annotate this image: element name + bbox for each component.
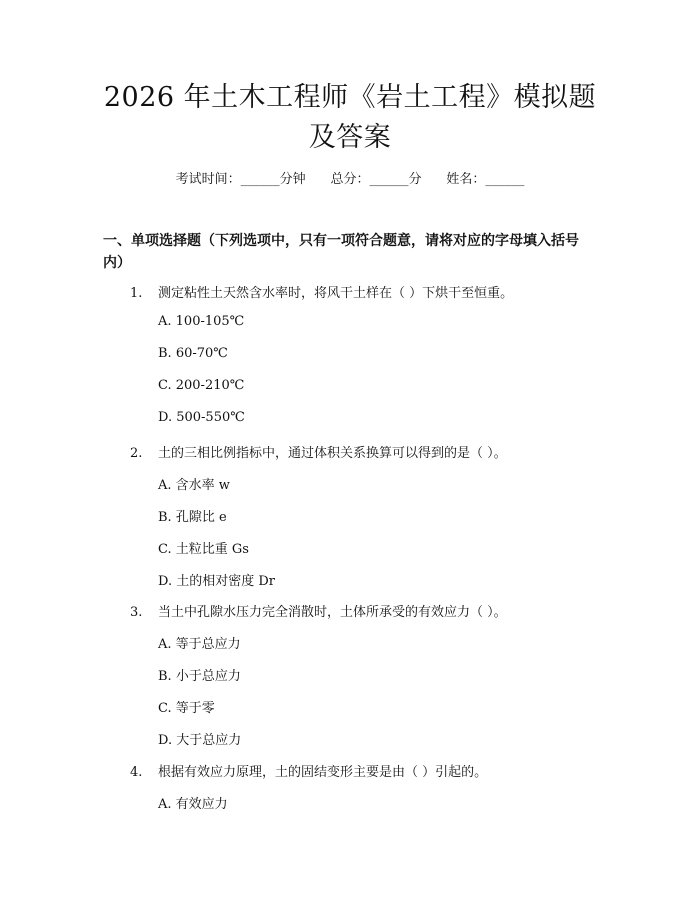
option-3c: C. 等于零: [158, 701, 215, 716]
option-4a: A. 有效应力: [158, 797, 228, 812]
question-text: 当土中孔隙水压力完全消散时，土体所承受的有效应力（ ）。: [158, 605, 507, 620]
name-label: 姓名：: [446, 172, 486, 187]
question-text: 根据有效应力原理，土的固结变形主要是由（ ）引起的。: [158, 765, 488, 780]
exam-info-line: [0, 168, 700, 187]
time-unit: 分钟: [279, 172, 306, 187]
question-number: 3.: [130, 605, 143, 620]
score-label: 总分：: [330, 172, 370, 187]
option-1b: B. 60-70℃: [158, 346, 228, 361]
score-blank: ______: [369, 172, 409, 187]
option-1d: D. 500-550℃: [158, 410, 245, 425]
question-number: 4.: [130, 765, 143, 780]
option-3a: A. 等于总应力: [158, 637, 241, 652]
question-1: [130, 282, 513, 301]
section-heading: 一、单项选择题（下列选项中，只有一项符合题意，请将对应的字母填入括号内）: [103, 233, 579, 271]
question-number: 2.: [130, 446, 143, 461]
option-2d: D. 土的相对密度 Dr: [158, 574, 275, 589]
option-2c: C. 土粒比重 Gs: [158, 542, 249, 557]
question-text: 土的三相比例指标中，通过体积关系换算可以得到的是（ ）。: [158, 446, 507, 461]
time-label: 考试时间：: [175, 172, 241, 187]
question-number: 1.: [130, 286, 143, 301]
option-1a: A. 100-105℃: [158, 314, 245, 329]
page-title: 2026 年土木工程师《岩土工程》模拟题及答案: [103, 82, 597, 153]
question-4: [130, 761, 487, 780]
score-unit: 分: [408, 172, 422, 187]
question-2: [130, 442, 507, 461]
option-3b: B. 小于总应力: [158, 669, 241, 684]
time-blank: ______: [240, 172, 280, 187]
option-2a: A. 含水率 w: [158, 478, 230, 493]
option-2b: B. 孔隙比 e: [158, 510, 227, 525]
question-text: 测定粘性土天然含水率时，将风干土样在（ ）下烘干至恒重。: [158, 286, 514, 301]
question-3: [130, 601, 507, 620]
option-3d: D. 大于总应力: [158, 733, 242, 748]
name-blank: ______: [485, 172, 525, 187]
option-1c: C. 200-210℃: [158, 378, 245, 393]
